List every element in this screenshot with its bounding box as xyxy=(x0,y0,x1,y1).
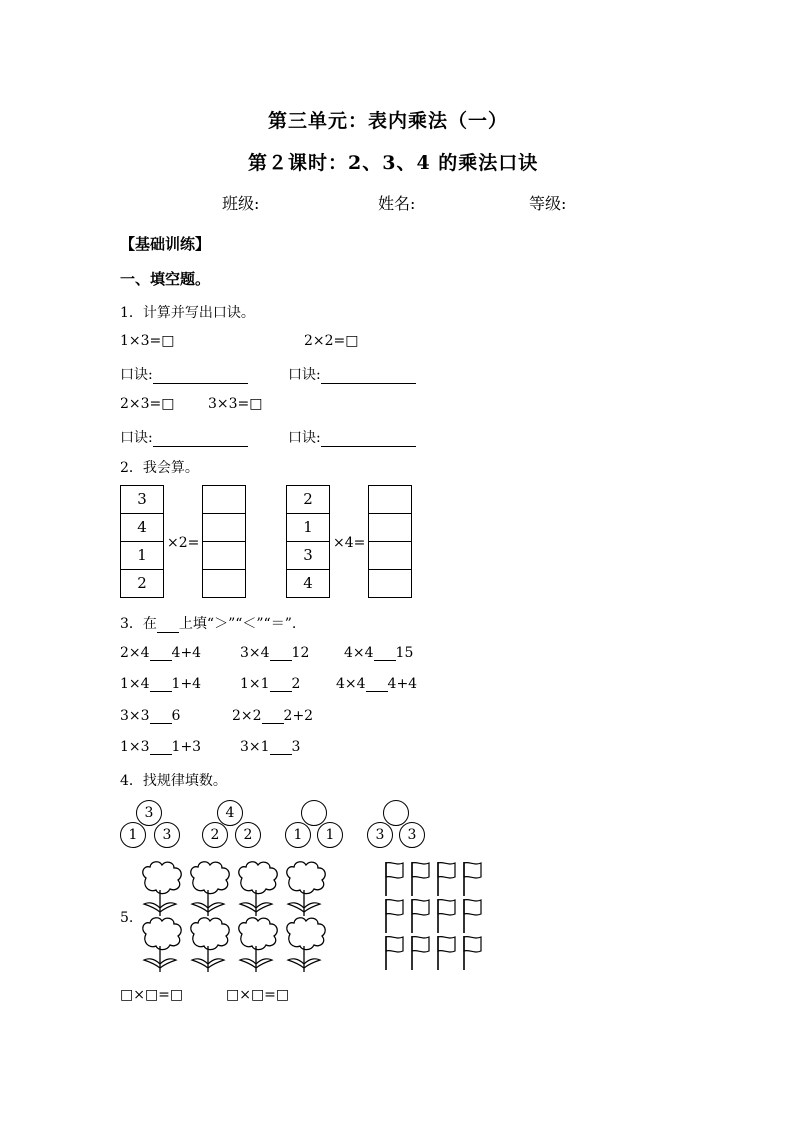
q3-prompt-post: 上填“＞”“＜”“＝”. xyxy=(178,616,297,632)
compare-blank[interactable] xyxy=(270,648,292,661)
compare-item: 4×4 15 xyxy=(344,645,414,661)
number-column xyxy=(286,485,330,598)
q1-expr: 2×3=□ xyxy=(120,396,175,412)
compare-blank[interactable] xyxy=(150,711,172,724)
flag-icon xyxy=(438,899,455,933)
compare-blank[interactable] xyxy=(270,742,292,755)
circle-right: 3 xyxy=(154,822,180,848)
kou-label: 口诀: xyxy=(120,367,153,383)
operator-label: ×4= xyxy=(333,535,366,551)
number-cell: 2 xyxy=(137,574,147,592)
circle-left: 1 xyxy=(120,822,146,848)
flag-icon xyxy=(386,936,403,970)
name-label: 姓名: xyxy=(378,194,416,213)
q1-expr: 2×2=□ xyxy=(304,333,359,349)
flag-icon xyxy=(412,862,429,896)
compare-blank[interactable] xyxy=(150,648,172,661)
compare-blank[interactable] xyxy=(262,711,284,724)
compare-item: 2×2 2+2 xyxy=(232,708,314,724)
section-heading: 【基础训练】 xyxy=(120,235,211,253)
circle-right: 3 xyxy=(399,822,425,848)
kou-label: 口诀: xyxy=(120,430,153,446)
answer-line[interactable] xyxy=(153,369,248,384)
kou-label: 口诀: xyxy=(288,367,321,383)
circle-top-blank[interactable] xyxy=(301,800,327,826)
answer-column[interactable] xyxy=(368,485,412,598)
flower-icon xyxy=(143,862,181,916)
answer-cell[interactable] xyxy=(203,486,245,514)
answer-cell[interactable] xyxy=(369,486,411,514)
answer-line[interactable] xyxy=(153,432,248,447)
number-cell: 4 xyxy=(303,574,313,592)
q1-expr: 3×3=□ xyxy=(208,396,263,412)
circle-top: 3 xyxy=(136,800,162,826)
circle-left: 1 xyxy=(285,822,311,848)
kou-line xyxy=(288,427,416,447)
number-cell: 1 xyxy=(121,542,163,570)
q1-expr: 1×3=□ xyxy=(120,333,175,349)
kou-line xyxy=(120,364,248,384)
answer-cell[interactable] xyxy=(369,514,411,542)
flag-icon xyxy=(464,862,481,896)
flower-icon xyxy=(239,918,277,972)
flag-icon xyxy=(412,936,429,970)
compare-blank[interactable] xyxy=(374,648,396,661)
flower-icon xyxy=(287,918,325,972)
compare-item: 3×3 6 xyxy=(120,708,181,724)
compare-item: 2×4 4+4 xyxy=(120,645,202,661)
number-cell: 1 xyxy=(287,514,329,542)
flag-icon xyxy=(386,899,403,933)
q5-answer-flowers[interactable]: □×□=□ xyxy=(120,987,184,1003)
q1-prompt: 1．计算并写出口诀。 xyxy=(120,305,255,321)
compare-blank[interactable] xyxy=(150,742,172,755)
answer-line[interactable] xyxy=(321,432,416,447)
compare-blank[interactable] xyxy=(366,679,388,692)
q5-answer-flags[interactable]: □×□=□ xyxy=(226,987,290,1003)
flower-icon xyxy=(191,918,229,972)
circle-left: 3 xyxy=(367,822,393,848)
kou-label: 口诀: xyxy=(288,430,321,446)
compare-item: 1×4 1+4 xyxy=(120,676,202,692)
compare-blank[interactable] xyxy=(270,679,292,692)
circle-top-blank[interactable] xyxy=(383,800,409,826)
compare-item: 3×4 12 xyxy=(240,645,310,661)
answer-cell[interactable] xyxy=(369,542,411,570)
lesson-title: 第２课时：2、3、4 的乘法口诀 xyxy=(248,152,539,174)
number-cell: 3 xyxy=(121,486,163,514)
q3-prompt-pre: 3．在 xyxy=(120,616,157,632)
circle-left: 2 xyxy=(202,822,228,848)
q5-label: 5. xyxy=(120,910,134,926)
operator-label: ×2= xyxy=(167,535,200,551)
flag-icon xyxy=(464,899,481,933)
q3-prompt xyxy=(120,613,296,633)
flag-icon xyxy=(412,899,429,933)
flag-icon xyxy=(438,936,455,970)
number-cell: 4 xyxy=(121,514,163,542)
unit-title: 第三单元：表内乘法（一） xyxy=(268,110,509,132)
compare-item: 1×1 2 xyxy=(240,676,301,692)
flag-illustration xyxy=(383,860,495,976)
compare-item: 3×1 3 xyxy=(240,739,301,755)
circle-right: 2 xyxy=(235,822,261,848)
q2-prompt: 2．我会算。 xyxy=(120,460,199,476)
flower-icon xyxy=(239,862,277,916)
number-cell: 2 xyxy=(287,486,329,514)
kou-line xyxy=(288,364,416,384)
compare-item: 4×4 4+4 xyxy=(336,676,418,692)
compare-item: 1×3 1+3 xyxy=(120,739,202,755)
class-label: 班级: xyxy=(222,194,260,213)
compare-blank[interactable] xyxy=(150,679,172,692)
answer-cell[interactable] xyxy=(203,570,245,597)
flag-icon xyxy=(438,862,455,896)
number-cell: 3 xyxy=(287,542,329,570)
flower-icon xyxy=(143,918,181,972)
kou-line xyxy=(120,427,248,447)
answer-column[interactable] xyxy=(202,485,246,598)
number-column xyxy=(120,485,164,598)
part-heading: 一、填空题。 xyxy=(120,270,211,288)
grade-label: 等级: xyxy=(529,194,567,213)
circle-top: 4 xyxy=(217,800,243,826)
circle-right: 1 xyxy=(317,822,343,848)
flag-icon xyxy=(386,862,403,896)
answer-cell[interactable] xyxy=(203,542,245,570)
answer-line[interactable] xyxy=(321,369,416,384)
flag-icon xyxy=(464,936,481,970)
answer-cell[interactable] xyxy=(203,514,245,542)
q4-prompt: 4．找规律填数。 xyxy=(120,773,227,789)
answer-cell[interactable] xyxy=(369,570,411,597)
flower-icon xyxy=(191,862,229,916)
flower-icon xyxy=(287,862,325,916)
blank-line xyxy=(157,620,179,633)
flower-illustration xyxy=(138,858,338,976)
